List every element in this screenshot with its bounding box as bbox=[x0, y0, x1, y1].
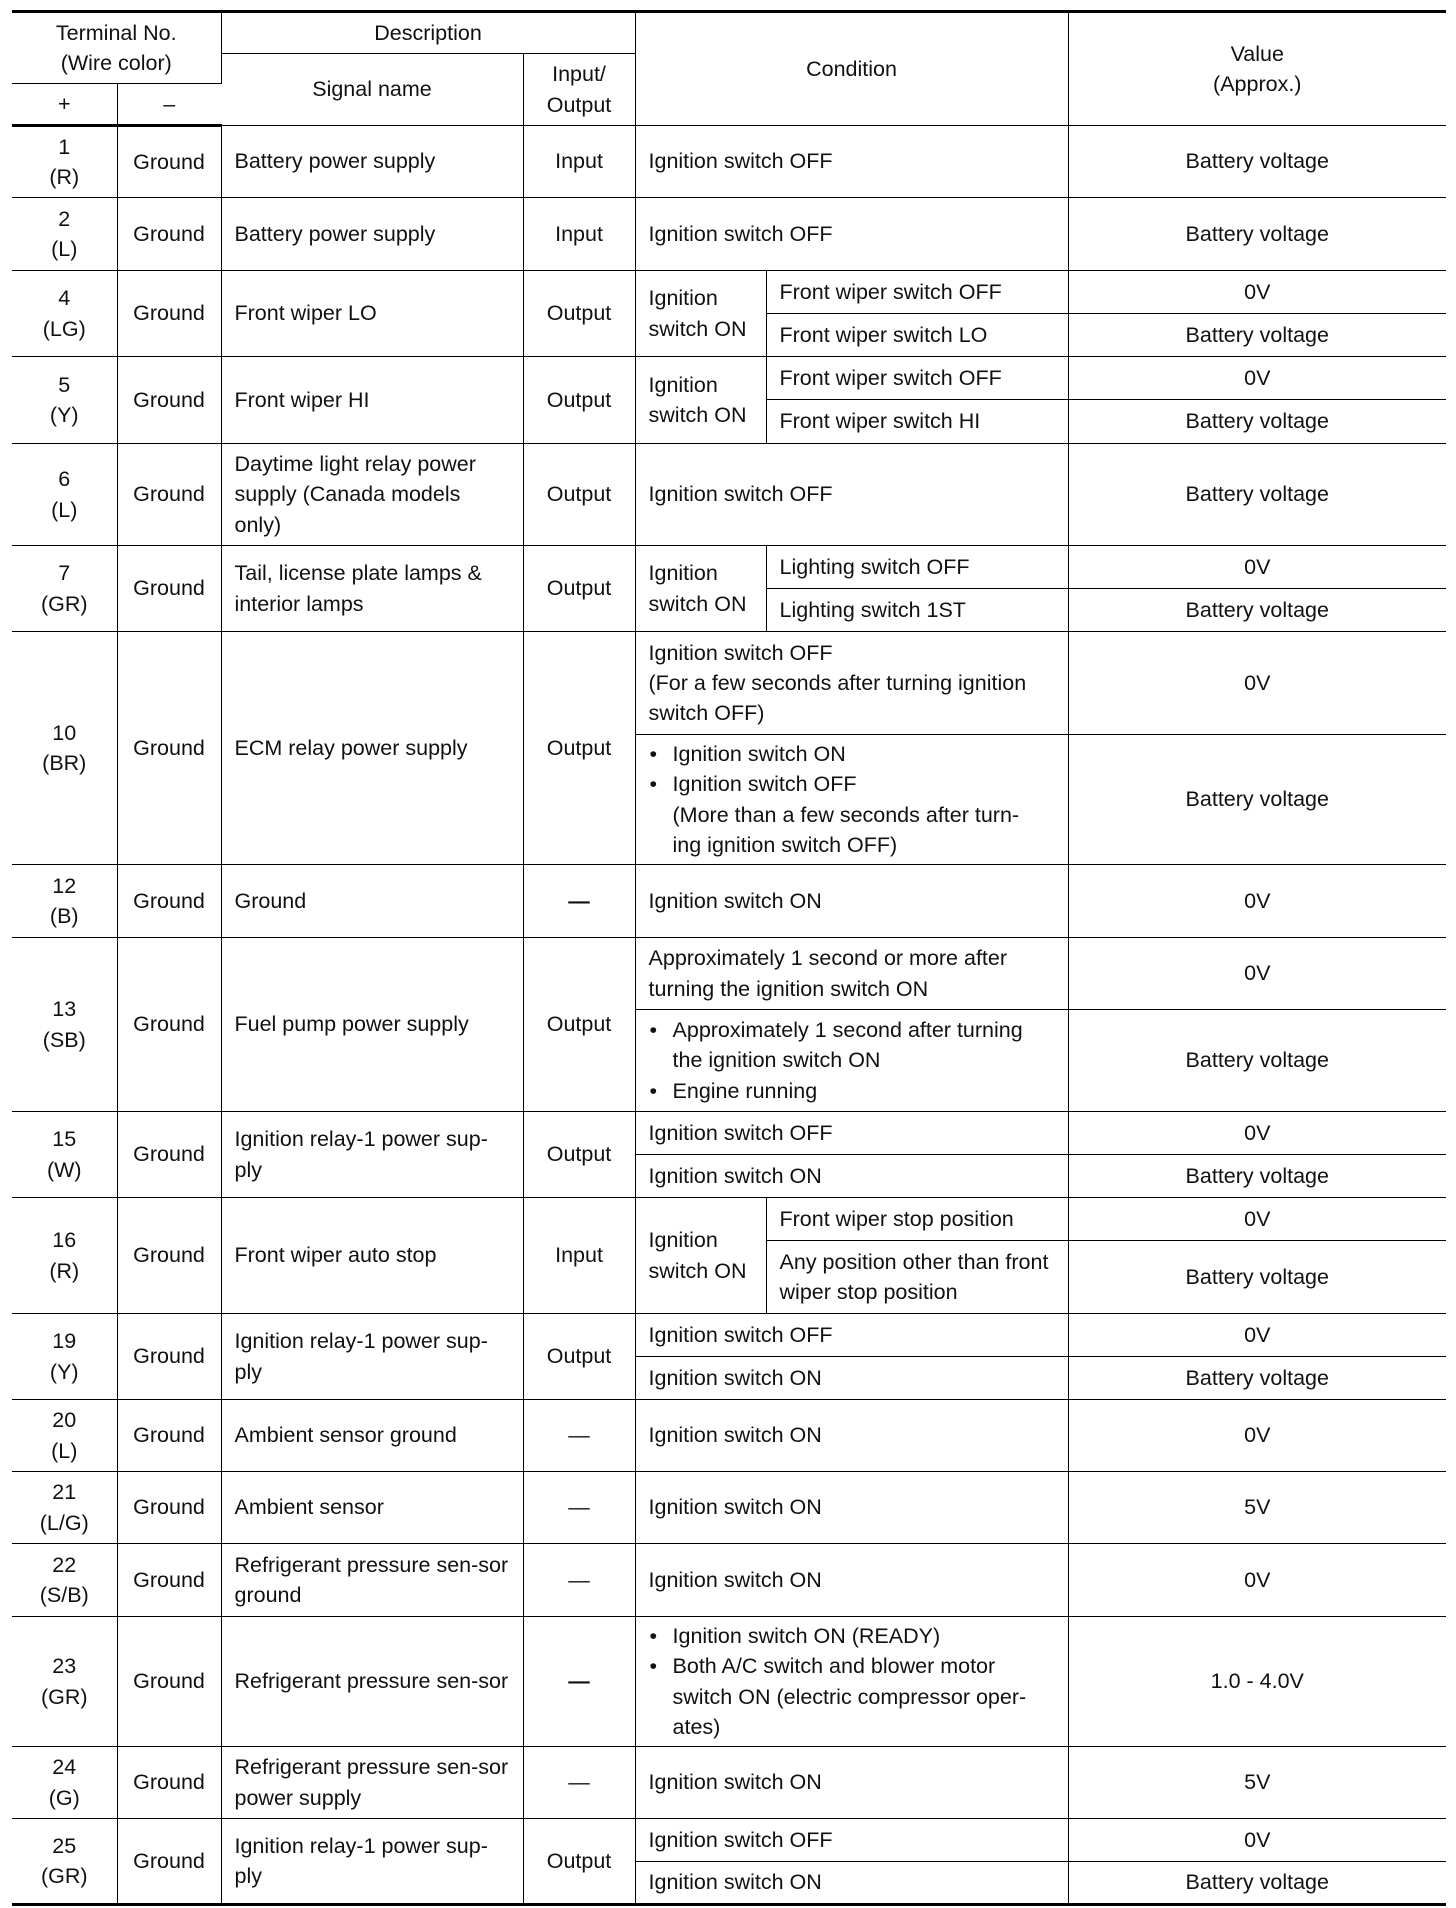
value-cell: 0V bbox=[1068, 1819, 1446, 1862]
condition-cell: Ignition switch OFF bbox=[635, 444, 1068, 546]
io-cell: Output bbox=[523, 444, 635, 546]
condition-cell: Ignition switch OFF bbox=[635, 126, 1068, 198]
io-cell: — bbox=[523, 1400, 635, 1472]
condition-cell bbox=[635, 735, 1068, 865]
minus-terminal: Ground bbox=[117, 1747, 221, 1819]
condition-header: Condition bbox=[635, 12, 1068, 126]
value-cell: 0V bbox=[1068, 357, 1446, 400]
terminal-number: 16 (R) bbox=[12, 1198, 117, 1314]
condition-main: Ignition switch ON bbox=[635, 1198, 766, 1314]
minus-terminal: Ground bbox=[117, 1617, 221, 1747]
table-row bbox=[12, 1314, 1446, 1357]
terminal-number: 2 (L) bbox=[12, 198, 117, 271]
minus-terminal: Ground bbox=[117, 632, 221, 865]
minus-terminal: Ground bbox=[117, 1544, 221, 1617]
condition-cell: Ignition switch OFF bbox=[635, 1314, 1068, 1357]
io-header: Input/ Output bbox=[523, 54, 635, 126]
signal-name: Daytime light relay power supply (Canada models only) bbox=[221, 444, 523, 546]
terminal-number: 23 (GR) bbox=[12, 1617, 117, 1747]
value-cell: Battery voltage bbox=[1068, 1155, 1446, 1198]
value-header: Value (Approx.) bbox=[1068, 12, 1446, 126]
value-cell: Battery voltage bbox=[1068, 1010, 1446, 1112]
condition-sub: Front wiper switch HI bbox=[766, 400, 1068, 444]
signal-name: Refrigerant pressure sen-sor power supply bbox=[221, 1747, 523, 1819]
signal-name: ECM relay power supply bbox=[221, 632, 523, 865]
signal-name: Fuel pump power supply bbox=[221, 938, 523, 1112]
value-cell: Battery voltage bbox=[1068, 589, 1446, 632]
value-cell: Battery voltage bbox=[1068, 126, 1446, 198]
table-row bbox=[12, 632, 1446, 735]
value-cell: 5V bbox=[1068, 1747, 1446, 1819]
terminal-number: 22 (S/B) bbox=[12, 1544, 117, 1617]
signal-name: Refrigerant pressure sen-sor bbox=[221, 1617, 523, 1747]
condition-sub: Lighting switch 1ST bbox=[766, 589, 1068, 632]
table-row bbox=[12, 1819, 1446, 1862]
signal-name: Front wiper auto stop bbox=[221, 1198, 523, 1314]
io-cell: Output bbox=[523, 1819, 635, 1905]
table-row bbox=[12, 938, 1446, 1010]
minus-terminal: Ground bbox=[117, 546, 221, 632]
value-cell: Battery voltage bbox=[1068, 735, 1446, 865]
description-header: Description bbox=[221, 12, 635, 54]
value-cell: Battery voltage bbox=[1068, 198, 1446, 271]
value-cell: 0V bbox=[1068, 1400, 1446, 1472]
condition-cell: Ignition switch ON bbox=[635, 865, 1068, 938]
table-row bbox=[12, 198, 1446, 271]
table-row bbox=[12, 546, 1446, 589]
condition-cell: Approximately 1 second or more after turning the ignition switch ON bbox=[635, 938, 1068, 1010]
terminal-number: 6 (L) bbox=[12, 444, 117, 546]
plus-header: + bbox=[12, 84, 117, 126]
io-cell: Output bbox=[523, 938, 635, 1112]
table-row bbox=[12, 444, 1446, 546]
signal-name: Ignition relay-1 power sup-ply bbox=[221, 1314, 523, 1400]
minus-terminal: Ground bbox=[117, 938, 221, 1112]
table-row bbox=[12, 865, 1446, 938]
table-row bbox=[12, 1400, 1446, 1472]
terminal-number: 15 (W) bbox=[12, 1112, 117, 1198]
terminal-header: Terminal No. (Wire color) bbox=[12, 12, 221, 84]
value-cell: Battery voltage bbox=[1068, 1241, 1446, 1314]
terminal-number: 7 (GR) bbox=[12, 546, 117, 632]
condition-cell: Ignition switch ON bbox=[635, 1357, 1068, 1400]
signal-name: Front wiper LO bbox=[221, 271, 523, 357]
value-cell: 0V bbox=[1068, 271, 1446, 314]
terminal-number: 10 (BR) bbox=[12, 632, 117, 865]
condition-sub: Front wiper switch OFF bbox=[766, 357, 1068, 400]
table-row bbox=[12, 1198, 1446, 1241]
condition-cell: Ignition switch ON bbox=[635, 1747, 1068, 1819]
terminal-number: 21 (L/G) bbox=[12, 1472, 117, 1544]
table-row bbox=[12, 1617, 1446, 1747]
signal-name: Battery power supply bbox=[221, 198, 523, 271]
condition-sub: Front wiper switch LO bbox=[766, 314, 1068, 357]
table-row bbox=[12, 271, 1446, 314]
condition-cell: Ignition switch ON bbox=[635, 1472, 1068, 1544]
signal-name-header: Signal name bbox=[221, 54, 523, 126]
io-cell: — bbox=[523, 1544, 635, 1617]
condition-cell bbox=[635, 1617, 1068, 1747]
table-row bbox=[12, 1472, 1446, 1544]
value-cell: 0V bbox=[1068, 1544, 1446, 1617]
io-cell: Input bbox=[523, 126, 635, 198]
io-cell: — bbox=[523, 865, 635, 938]
value-cell: Battery voltage bbox=[1068, 444, 1446, 546]
io-cell: — bbox=[523, 1472, 635, 1544]
table-row bbox=[12, 1112, 1446, 1155]
value-cell: 0V bbox=[1068, 1112, 1446, 1155]
minus-terminal: Ground bbox=[117, 1112, 221, 1198]
condition-cell: Ignition switch OFF bbox=[635, 1819, 1068, 1862]
signal-name: Tail, license plate lamps & interior lamps bbox=[221, 546, 523, 632]
signal-name: Ambient sensor bbox=[221, 1472, 523, 1544]
table-row bbox=[12, 1544, 1446, 1617]
value-cell: 0V bbox=[1068, 546, 1446, 589]
value-cell: 0V bbox=[1068, 632, 1446, 735]
minus-terminal: Ground bbox=[117, 126, 221, 198]
io-cell: Input bbox=[523, 198, 635, 271]
io-cell: Output bbox=[523, 546, 635, 632]
io-cell: — bbox=[523, 1617, 635, 1747]
condition-bullet: • Ignition switch ON (READY) bbox=[649, 1621, 1055, 1651]
value-cell: 1.0 - 4.0V bbox=[1068, 1617, 1446, 1747]
value-cell: 0V bbox=[1068, 1198, 1446, 1241]
table-row bbox=[12, 357, 1446, 400]
table-row bbox=[12, 126, 1446, 198]
condition-main: Ignition switch ON bbox=[635, 546, 766, 632]
condition-cell: Ignition switch ON bbox=[635, 1400, 1068, 1472]
condition-sub: Front wiper stop position bbox=[766, 1198, 1068, 1241]
minus-terminal: Ground bbox=[117, 1400, 221, 1472]
condition-bullet: • Ignition switch OFF (More than a few seconds after turn- ing ignition switch OFF) bbox=[649, 769, 1055, 859]
minus-header: – bbox=[117, 84, 221, 126]
value-cell: Battery voltage bbox=[1068, 400, 1446, 444]
condition-bullet: • Both A/C switch and blower motor switch ON (electric compressor oper-ates) bbox=[649, 1651, 1055, 1741]
minus-terminal: Ground bbox=[117, 1472, 221, 1544]
table-row bbox=[12, 1747, 1446, 1819]
condition-cell: Ignition switch ON bbox=[635, 1544, 1068, 1617]
terminal-number: 5 (Y) bbox=[12, 357, 117, 444]
terminal-number: 19 (Y) bbox=[12, 1314, 117, 1400]
condition-main: Ignition switch ON bbox=[635, 357, 766, 444]
terminal-number: 1 (R) bbox=[12, 126, 117, 198]
condition-bullet: • Engine running bbox=[649, 1076, 1055, 1106]
condition-sub: Lighting switch OFF bbox=[766, 546, 1068, 589]
condition-sub: Any position other than front wiper stop position bbox=[766, 1241, 1068, 1314]
minus-terminal: Ground bbox=[117, 865, 221, 938]
signal-name: Refrigerant pressure sen-sor ground bbox=[221, 1544, 523, 1617]
value-cell: 5V bbox=[1068, 1472, 1446, 1544]
signal-name: Ignition relay-1 power sup-ply bbox=[221, 1819, 523, 1905]
condition-cell: Ignition switch OFF bbox=[635, 198, 1068, 271]
terminal-table bbox=[12, 10, 1446, 1906]
terminal-number: 13 (SB) bbox=[12, 938, 117, 1112]
condition-main: Ignition switch ON bbox=[635, 271, 766, 357]
condition-bullet: • Ignition switch ON bbox=[649, 739, 1055, 769]
value-cell: Battery voltage bbox=[1068, 1357, 1446, 1400]
condition-cell: Ignition switch OFF (For a few seconds after turning ignition switch OFF) bbox=[635, 632, 1068, 735]
io-cell: — bbox=[523, 1747, 635, 1819]
io-cell: Output bbox=[523, 357, 635, 444]
condition-cell: Ignition switch ON bbox=[635, 1862, 1068, 1905]
terminal-number: 24 (G) bbox=[12, 1747, 117, 1819]
io-cell: Input bbox=[523, 1198, 635, 1314]
terminal-number: 20 (L) bbox=[12, 1400, 117, 1472]
minus-terminal: Ground bbox=[117, 1198, 221, 1314]
value-cell: 0V bbox=[1068, 1314, 1446, 1357]
condition-sub: Front wiper switch OFF bbox=[766, 271, 1068, 314]
io-cell: Output bbox=[523, 1112, 635, 1198]
minus-terminal: Ground bbox=[117, 1314, 221, 1400]
minus-terminal: Ground bbox=[117, 198, 221, 271]
condition-bullet: • Approximately 1 second after turning the ignition switch ON bbox=[649, 1015, 1055, 1075]
signal-name: Ignition relay-1 power sup-ply bbox=[221, 1112, 523, 1198]
signal-name: Front wiper HI bbox=[221, 357, 523, 444]
signal-name: Ground bbox=[221, 865, 523, 938]
value-cell: Battery voltage bbox=[1068, 314, 1446, 357]
minus-terminal: Ground bbox=[117, 357, 221, 444]
signal-name: Battery power supply bbox=[221, 126, 523, 198]
condition-cell: Ignition switch ON bbox=[635, 1155, 1068, 1198]
terminal-number: 4 (LG) bbox=[12, 271, 117, 357]
value-cell: 0V bbox=[1068, 865, 1446, 938]
minus-terminal: Ground bbox=[117, 271, 221, 357]
condition-cell bbox=[635, 1010, 1068, 1112]
value-cell: 0V bbox=[1068, 938, 1446, 1010]
terminal-number: 25 (GR) bbox=[12, 1819, 117, 1905]
minus-terminal: Ground bbox=[117, 1819, 221, 1905]
terminal-number: 12 (B) bbox=[12, 865, 117, 938]
signal-name: Ambient sensor ground bbox=[221, 1400, 523, 1472]
io-cell: Output bbox=[523, 632, 635, 865]
condition-cell: Ignition switch OFF bbox=[635, 1112, 1068, 1155]
value-cell: Battery voltage bbox=[1068, 1862, 1446, 1905]
io-cell: Output bbox=[523, 1314, 635, 1400]
io-cell: Output bbox=[523, 271, 635, 357]
minus-terminal: Ground bbox=[117, 444, 221, 546]
